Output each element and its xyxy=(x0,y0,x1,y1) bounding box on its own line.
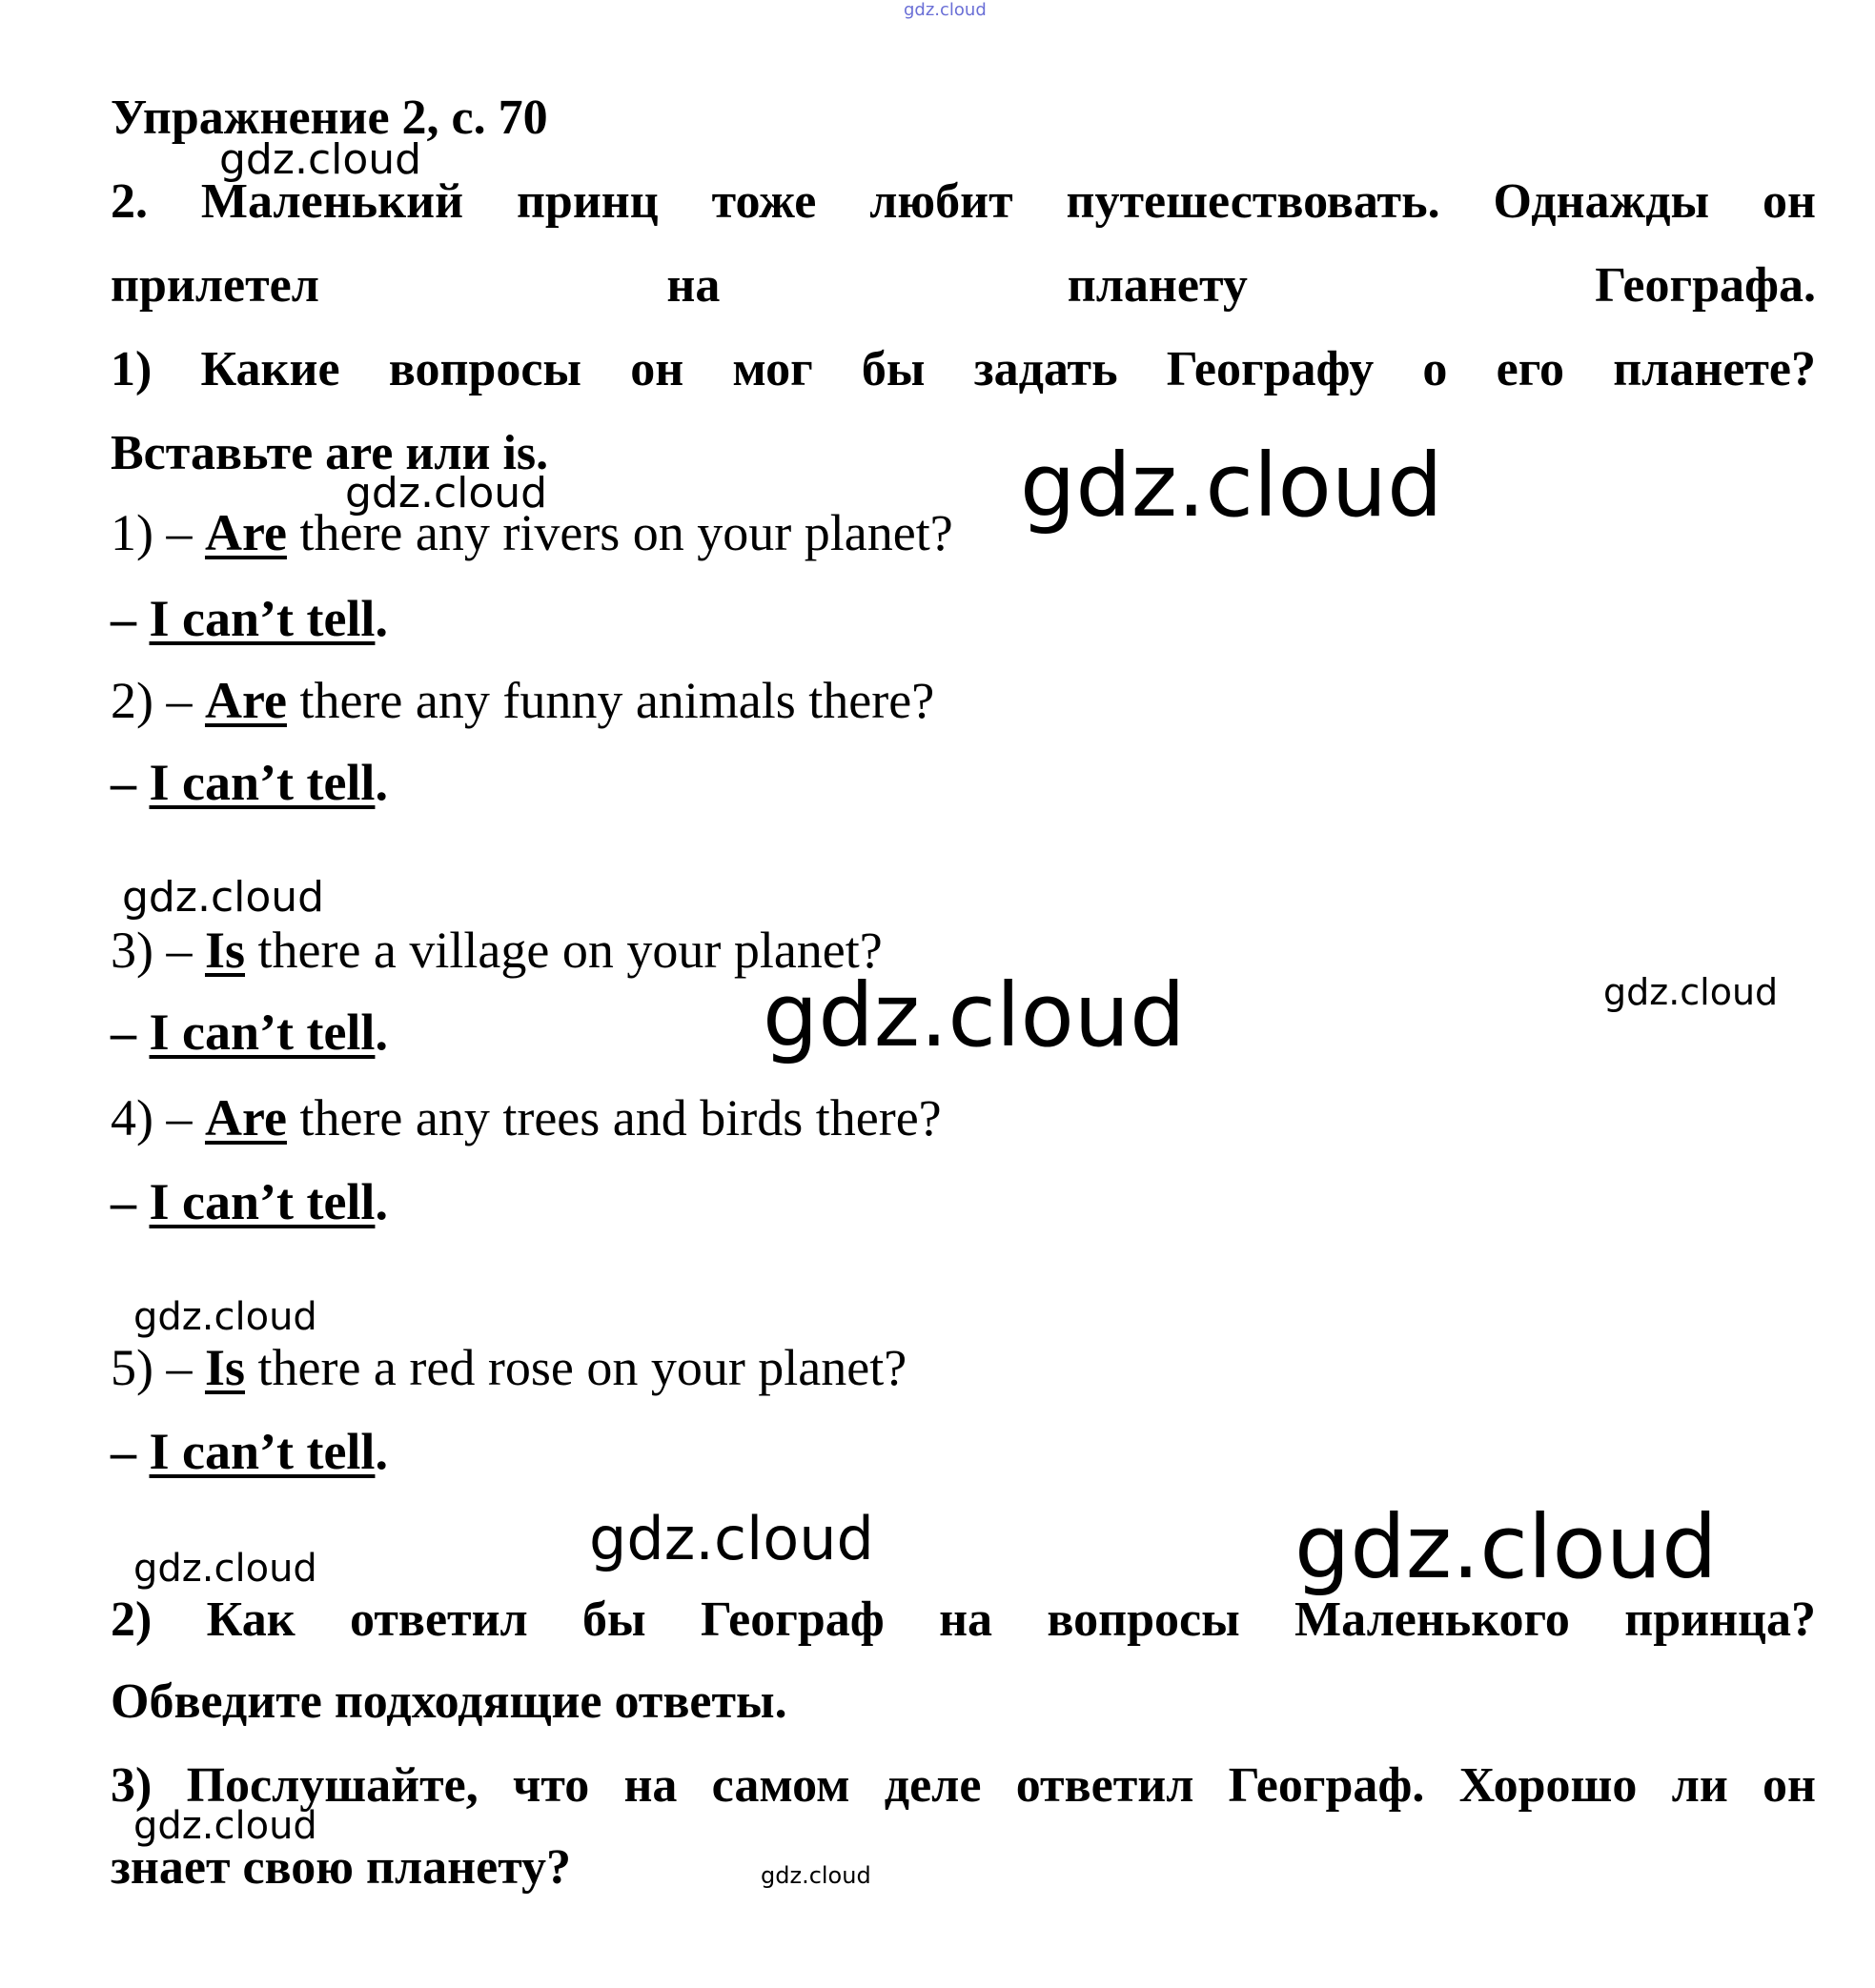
question-1-line-2: Вставьте are или is. xyxy=(111,426,549,480)
question-3-line-1: 3) Послушайте, что на самом деле ответил Географ. Хорошо ли он xyxy=(111,1758,1816,1813)
watermark-5: gdz.cloud xyxy=(763,964,1186,1066)
item-4-verb: Are xyxy=(204,1089,287,1146)
item-1-verb: Are xyxy=(204,504,287,561)
question-3-line-2: знает свою планету? xyxy=(111,1840,572,1895)
task-line-2: прилетел на планету Географа. xyxy=(111,258,1816,313)
exercise-title: Упражнение 2, с. 70 xyxy=(111,91,548,145)
item-2-verb: Are xyxy=(204,672,287,729)
item-2-answer-text: I can’t tell xyxy=(149,754,376,811)
task-line-1: 2. Маленький принц тоже любит путешествовать. Однажды он xyxy=(111,174,1816,229)
watermark-2: gdz.cloud xyxy=(345,469,548,517)
item-4-number: 4) – xyxy=(111,1089,205,1146)
item-5-number: 5) – xyxy=(111,1339,205,1396)
item-3-text: there a village on your planet? xyxy=(245,922,883,979)
watermark-12: gdz.cloud xyxy=(761,1862,871,1889)
item-5-question xyxy=(111,1338,907,1397)
item-2-text: there any funny animals there? xyxy=(286,672,935,729)
item-4-answer: – I can’t tell. xyxy=(111,1173,388,1230)
item-4-question xyxy=(111,1088,942,1147)
watermark-10: gdz.cloud xyxy=(133,1547,317,1591)
watermark-3: gdz.cloud xyxy=(1020,435,1443,537)
item-5-text: there a red rose on your planet? xyxy=(245,1339,907,1396)
watermark-1: gdz.cloud xyxy=(219,135,422,184)
item-1-number: 1) – xyxy=(111,504,205,561)
item-1-answer: – I can’t tell. xyxy=(111,590,388,647)
question-1-line-1: 1) Какие вопросы он мог бы задать Географу о его планете? xyxy=(111,342,1816,396)
item-3-number: 3) – xyxy=(111,922,205,979)
item-2-answer: – I can’t tell. xyxy=(111,754,388,811)
question-2-line-1: 2) Как ответил бы Географ на вопросы Маленького принца? xyxy=(111,1592,1816,1647)
watermark-6: gdz.cloud xyxy=(1603,971,1779,1013)
item-4-text: there any trees and birds there? xyxy=(286,1089,942,1146)
item-2-number: 2) – xyxy=(111,672,205,729)
item-3-verb: Is xyxy=(204,922,246,979)
item-5-verb: Is xyxy=(204,1339,246,1396)
watermark-7: gdz.cloud xyxy=(133,1295,317,1339)
watermark-8: gdz.cloud xyxy=(589,1504,874,1573)
question-2-line-2: Обведите подходящие ответы. xyxy=(111,1674,787,1729)
watermark-9: gdz.cloud xyxy=(1294,1496,1718,1598)
item-3-answer: – I can’t tell. xyxy=(111,1004,388,1061)
watermark-4: gdz.cloud xyxy=(122,873,325,922)
item-5-answer: – I can’t tell. xyxy=(111,1423,388,1480)
watermark-top: gdz.cloud xyxy=(904,0,987,20)
item-1-answer-text: I can’t tell xyxy=(149,590,376,647)
item-3-answer-text: I can’t tell xyxy=(149,1004,376,1061)
watermark-11: gdz.cloud xyxy=(133,1804,317,1848)
item-1-text: there any rivers on your planet? xyxy=(286,504,953,561)
item-5-answer-text: I can’t tell xyxy=(149,1423,376,1480)
item-4-answer-text: I can’t tell xyxy=(149,1173,376,1230)
item-2-question xyxy=(111,671,934,730)
